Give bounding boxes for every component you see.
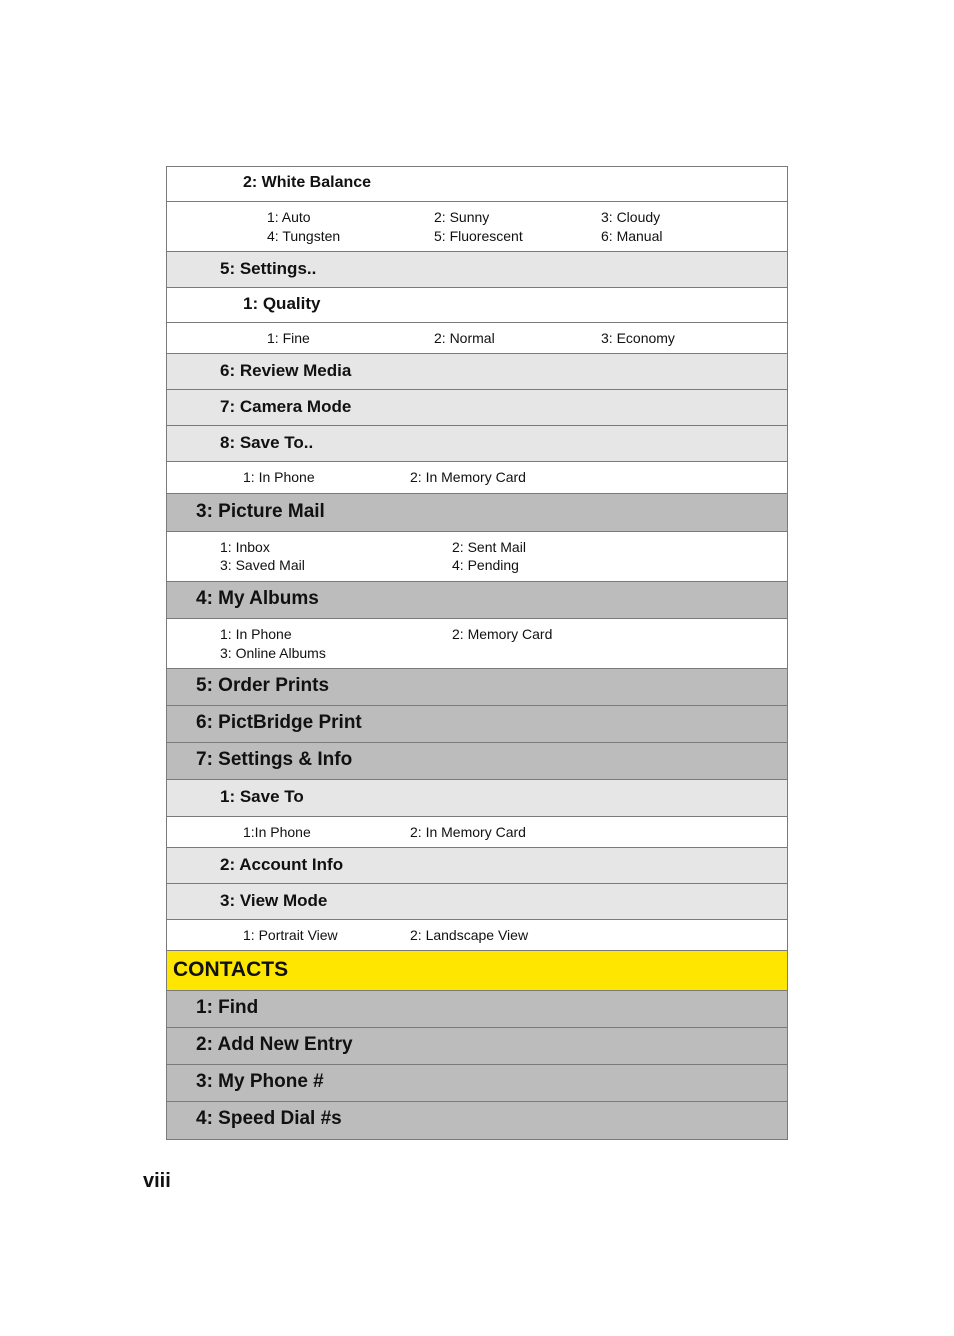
menu-item-label: 3: Picture Mail xyxy=(196,501,325,522)
menu-row xyxy=(167,323,787,354)
menu-row xyxy=(167,884,787,920)
menu-item-label: 2: Sunny xyxy=(434,209,490,225)
menu-item-label: 1: Portrait View xyxy=(243,927,338,943)
menu-row xyxy=(167,582,787,619)
menu-item-label: 5: Fluorescent xyxy=(434,228,523,244)
menu-row xyxy=(167,1065,787,1102)
menu-item-label: 2: Sent Mail xyxy=(452,539,526,555)
menu-row xyxy=(167,462,787,494)
menu-item-label: 8: Save To.. xyxy=(220,433,314,452)
menu-item-label: 3: Online Albums xyxy=(220,645,326,661)
menu-row xyxy=(167,426,787,462)
menu-row xyxy=(167,167,787,202)
menu-item-label: 2: Normal xyxy=(434,330,495,346)
menu-row xyxy=(167,780,787,817)
menu-item-label: 4: Speed Dial #s xyxy=(196,1108,342,1129)
menu-item-label: 3: Cloudy xyxy=(601,209,661,225)
menu-item-label: 5: Order Prints xyxy=(196,675,330,696)
menu-item-label: 6: PictBridge Print xyxy=(196,712,362,733)
menu-item-label: 2: Account Info xyxy=(220,855,344,874)
menu-item-label: 7: Camera Mode xyxy=(220,397,352,416)
menu-item-label: 1: Save To xyxy=(220,787,304,806)
menu-row xyxy=(167,494,787,532)
menu-item-label: 4: Pending xyxy=(452,557,519,573)
menu-item-label: 2: Memory Card xyxy=(452,626,553,642)
page-number: viii xyxy=(143,1170,171,1192)
menu-item-label: 1: Fine xyxy=(267,330,310,346)
menu-row xyxy=(167,619,787,669)
menu-row xyxy=(167,288,787,323)
menu-row xyxy=(167,991,787,1028)
menu-row xyxy=(167,920,787,951)
section-header xyxy=(167,951,787,991)
menu-item-label: 7: Settings & Info xyxy=(196,749,353,770)
menu-item-label: 1: Quality xyxy=(243,294,321,313)
menu-item-label: 2: Landscape View xyxy=(410,927,529,943)
menu-item-label: 2: White Balance xyxy=(243,174,372,191)
menu-row xyxy=(167,848,787,884)
menu-item-label: 1: Inbox xyxy=(220,539,270,555)
menu-row xyxy=(167,706,787,743)
menu-row xyxy=(167,669,787,706)
menu-item-label: 2: In Memory Card xyxy=(410,469,526,485)
menu-table xyxy=(166,166,788,1140)
menu-item-label: 1: Find xyxy=(196,997,259,1018)
menu-item-label: 3: Economy xyxy=(601,330,675,346)
menu-item-label: 4: Tungsten xyxy=(267,228,341,244)
menu-item-label: CONTACTS xyxy=(173,958,289,981)
menu-item-label: 4: My Albums xyxy=(196,588,319,609)
menu-row xyxy=(167,202,787,252)
menu-row xyxy=(167,1102,787,1139)
menu-row xyxy=(167,532,787,582)
menu-item-label: 1: In Phone xyxy=(220,626,292,642)
menu-row xyxy=(167,354,787,390)
menu-row xyxy=(167,817,787,848)
menu-row xyxy=(167,390,787,426)
menu-item-label: 2: In Memory Card xyxy=(410,824,526,840)
menu-item-label: 1: In Phone xyxy=(243,469,315,485)
menu-item-label: 3: Saved Mail xyxy=(220,557,305,573)
menu-item-label: 5: Settings.. xyxy=(220,259,317,278)
menu-item-label: 2: Add New Entry xyxy=(196,1034,353,1055)
menu-item-label: 6: Review Media xyxy=(220,361,352,380)
menu-item-label: 1: Auto xyxy=(267,209,311,225)
menu-item-label: 3: My Phone # xyxy=(196,1071,324,1092)
menu-item-label: 1:In Phone xyxy=(243,824,311,840)
menu-item-label: 3: View Mode xyxy=(220,891,328,910)
menu-row xyxy=(167,743,787,780)
menu-row xyxy=(167,252,787,288)
menu-row xyxy=(167,1028,787,1065)
menu-item-label: 6: Manual xyxy=(601,228,663,244)
